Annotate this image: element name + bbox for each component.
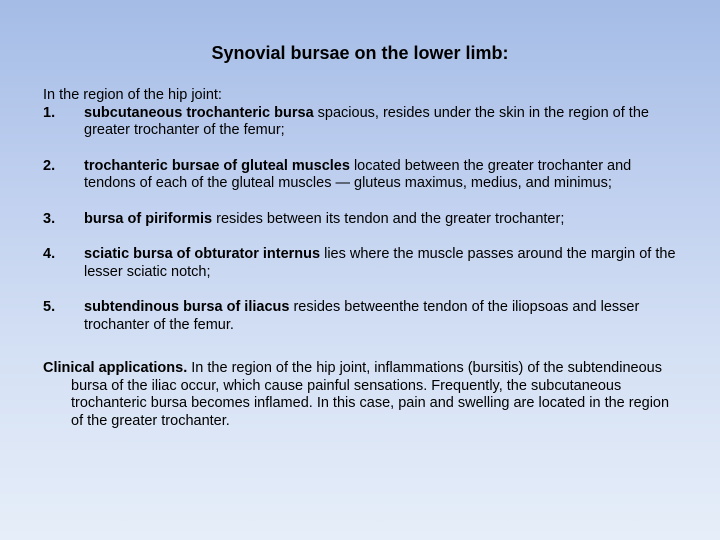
list-item xyxy=(43,158,683,193)
slide-content xyxy=(43,87,683,445)
intro-text: In the region of the hip joint: xyxy=(43,87,222,103)
item-description: resides between its tendon and the greater trochanter; xyxy=(212,210,565,227)
list-item xyxy=(43,211,683,229)
item-number: 5. xyxy=(43,299,56,315)
item-term: subcutaneous trochanteric bursa xyxy=(84,104,314,121)
list-item xyxy=(43,105,683,140)
item-term: sciatic bursa of obturator internus xyxy=(84,246,321,262)
item-term: trochanteric bursae of gluteal muscles xyxy=(84,157,350,174)
item-text xyxy=(84,158,683,193)
item-description: lies where the muscle passes around the margin of the lesser sciatic notch; xyxy=(84,246,676,280)
item-number: 4. xyxy=(43,246,56,262)
clinical-applications xyxy=(43,360,683,430)
item-number: 3. xyxy=(43,210,56,227)
item-description: spacious, resides under the skin in the region of the greater trochanter of the femur; xyxy=(84,104,649,138)
item-number: 1. xyxy=(43,104,56,121)
item-text xyxy=(84,211,683,229)
clinical-heading: Clinical applications. xyxy=(43,360,188,376)
item-term: subtendinous bursa of iliacus xyxy=(84,299,290,315)
item-text xyxy=(84,299,683,334)
item-description: located between the greater trochanter and tendons of each of the gluteal muscles — gluteus maximus, medius, and minimus; xyxy=(84,157,632,191)
clinical-text: In the region of the hip joint, inflammations (bursitis) of the subtendineous bursa of the iliac occur, which cause painful sensations. Frequently, the subcutaneous trochanteric bursa becomes inflamed. In this case, pain and swelling are located in the region of the greater trochanter. xyxy=(71,360,670,429)
list-item xyxy=(43,246,683,281)
item-text xyxy=(84,105,683,140)
item-description: resides betweenthe tendon of the iliopsoas and lesser trochanter of the femur. xyxy=(84,299,640,333)
item-term: bursa of piriformis xyxy=(84,210,213,227)
item-text xyxy=(84,246,683,281)
item-number: 2. xyxy=(43,157,56,174)
list-item xyxy=(43,299,683,334)
slide-title: Synovial bursae on the lower limb: xyxy=(211,43,509,63)
